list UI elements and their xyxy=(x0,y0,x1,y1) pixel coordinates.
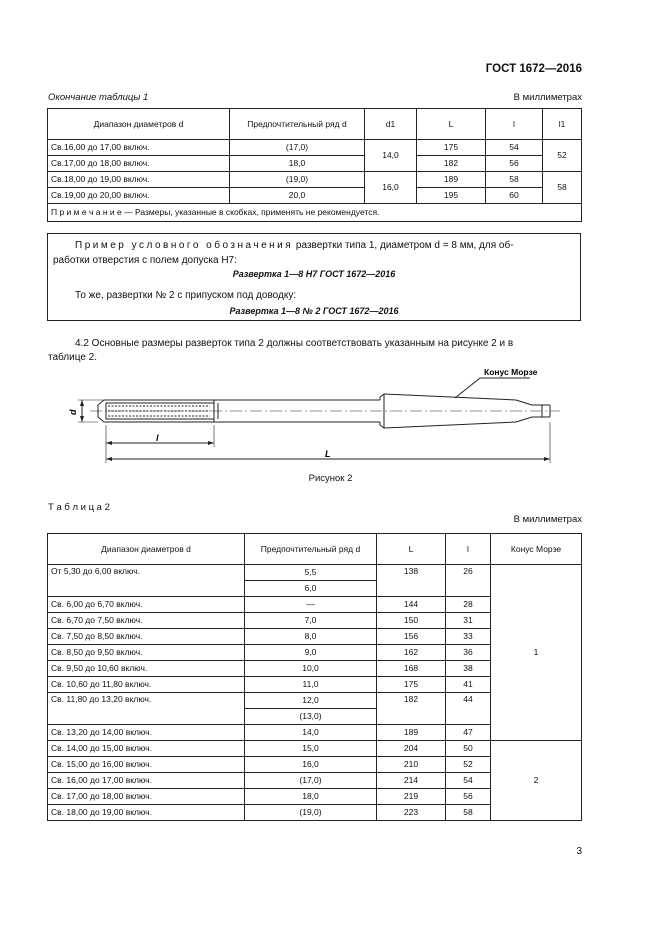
d-label: d xyxy=(68,409,78,415)
t2-range: Св. 6,70 до 7,50 включ. xyxy=(48,613,245,629)
t2-l: 36 xyxy=(446,645,491,661)
t2-range: Св. 9,50 до 10,60 включ. xyxy=(48,661,245,677)
table1-caption: Окончание таблицы 1 xyxy=(48,92,149,103)
t2-pref: 5,5 xyxy=(245,565,377,581)
figure-caption: Рисунок 2 xyxy=(308,473,353,484)
t2-pref: 14,0 xyxy=(245,725,377,741)
t2-L: 162 xyxy=(377,645,446,661)
t2-l: 50 xyxy=(446,741,491,757)
table-row xyxy=(48,188,582,204)
t2-L: 223 xyxy=(377,805,446,821)
table2-units: В миллиметрах xyxy=(513,514,582,525)
t2-l: 47 xyxy=(446,725,491,741)
note-head: П р и м е ч а н и е xyxy=(51,207,122,217)
example-line1-rest: развертки типа 1, диаметром d = 8 мм, для об- xyxy=(293,240,514,251)
t1-pref: 18,0 xyxy=(230,156,365,172)
t1-col-pref: Предпочтительный ряд d xyxy=(230,109,365,140)
l-label: l xyxy=(156,433,159,443)
standard-header: ГОСТ 1672—2016 xyxy=(485,63,582,75)
t2-L: 150 xyxy=(377,613,446,629)
t2-range: Св. 8,50 до 9,50 включ. xyxy=(48,645,245,661)
table-row xyxy=(48,741,582,757)
t1-pref: (17,0) xyxy=(230,140,365,156)
t2-range: Св. 10,60 до 11,80 включ. xyxy=(48,677,245,693)
example-line1 xyxy=(75,238,514,253)
t2-range: Св. 7,50 до 8,50 включ. xyxy=(48,629,245,645)
example-head: Пример условного обозначения xyxy=(75,240,294,251)
t1-l1: 52 xyxy=(543,140,582,172)
page-number: 3 xyxy=(576,846,582,857)
t1-range: Св.18,00 до 19,00 включ. xyxy=(48,172,230,188)
t2-pref: 6,0 xyxy=(245,581,377,597)
t2-range: Св. 11,80 до 13,20 включ. xyxy=(48,693,245,725)
t2-l: 28 xyxy=(446,597,491,613)
note-text: — Размеры, указанные в скобках, применять не рекомендуется. xyxy=(121,207,380,217)
t2-col-morse: Конус Морзе xyxy=(491,534,582,565)
t2-l: 56 xyxy=(446,789,491,805)
t2-pref: 15,0 xyxy=(245,741,377,757)
t2-L: 175 xyxy=(377,677,446,693)
t2-range: Св. 13,20 до 14,00 включ. xyxy=(48,725,245,741)
t2-pref: 18,0 xyxy=(245,789,377,805)
t1-d1: 14,0 xyxy=(365,140,417,172)
t2-pref: 10,0 xyxy=(245,661,377,677)
t2-l: 52 xyxy=(446,757,491,773)
t2-pref: (13,0) xyxy=(245,709,377,725)
t2-col-pref: Предпочтительный ряд d xyxy=(245,534,377,565)
t2-l: 31 xyxy=(446,613,491,629)
t2-col-L: L xyxy=(377,534,446,565)
t1-L: 189 xyxy=(417,172,486,188)
t2-range: Св. 14,00 до 15,00 включ. xyxy=(48,741,245,757)
t2-l: 26 xyxy=(446,565,491,597)
table1-units: В миллиметрах xyxy=(513,92,582,103)
t2-L: 219 xyxy=(377,789,446,805)
t2-morse: 2 xyxy=(491,741,582,821)
t2-range: Св. 17,00 до 18,00 включ. xyxy=(48,789,245,805)
t1-L: 195 xyxy=(417,188,486,204)
t2-pref: 9,0 xyxy=(245,645,377,661)
designation-example-box xyxy=(47,233,581,321)
t1-l: 56 xyxy=(486,156,543,172)
table-row xyxy=(48,172,582,188)
t2-L: 156 xyxy=(377,629,446,645)
table-row xyxy=(48,140,582,156)
t2-pref: 12,0 xyxy=(245,693,377,709)
t1-range: Св.16,00 до 17,00 включ. xyxy=(48,140,230,156)
t1-d1: 16,0 xyxy=(365,172,417,204)
t1-range: Св.17,00 до 18,00 включ. xyxy=(48,156,230,172)
t1-col-L: L xyxy=(417,109,486,140)
t2-pref: (19,0) xyxy=(245,805,377,821)
t2-L: 214 xyxy=(377,773,446,789)
t2-pref: 7,0 xyxy=(245,613,377,629)
t1-col-l: l xyxy=(486,109,543,140)
t1-l1: 58 xyxy=(543,172,582,204)
table1 xyxy=(47,108,582,222)
reamer-drawing xyxy=(60,365,580,470)
t2-L: 182 xyxy=(377,693,446,725)
t2-L: 138 xyxy=(377,565,446,597)
t2-range: Св. 15,00 до 16,00 включ. xyxy=(48,757,245,773)
t2-L: 189 xyxy=(377,725,446,741)
t2-range: Св. 16,00 до 17,00 включ. xyxy=(48,773,245,789)
t1-l: 60 xyxy=(486,188,543,204)
para-line2: таблице 2. xyxy=(48,352,98,363)
table2 xyxy=(47,533,582,821)
t2-l: 44 xyxy=(446,693,491,725)
table-note-row xyxy=(48,204,582,222)
t1-l: 58 xyxy=(486,172,543,188)
t2-pref: 16,0 xyxy=(245,757,377,773)
table-row xyxy=(48,565,582,581)
t2-l: 33 xyxy=(446,629,491,645)
t2-range: Св. 6,00 до 6,70 включ. xyxy=(48,597,245,613)
t2-pref: — xyxy=(245,597,377,613)
example-line3: То же, развертки № 2 с припуском под доводку: xyxy=(75,290,297,301)
t2-col-range: Диапазон диаметров d xyxy=(48,534,245,565)
cone-label: Конус Морзе xyxy=(484,367,538,377)
t2-l: 41 xyxy=(446,677,491,693)
t1-L: 182 xyxy=(417,156,486,172)
t2-L: 168 xyxy=(377,661,446,677)
t1-range: Св.19,00 до 20,00 включ. xyxy=(48,188,230,204)
t2-L: 210 xyxy=(377,757,446,773)
t2-l: 58 xyxy=(446,805,491,821)
t2-morse: 1 xyxy=(491,565,582,741)
t1-pref: (19,0) xyxy=(230,172,365,188)
table-row xyxy=(48,156,582,172)
t1-col-l1: l1 xyxy=(543,109,582,140)
table2-title: Т а б л и ц а 2 xyxy=(48,502,110,513)
t2-col-l: l xyxy=(446,534,491,565)
t1-pref: 20,0 xyxy=(230,188,365,204)
example-line2: работки отверстия с полем допуска Н7: xyxy=(53,255,237,266)
t1-L: 175 xyxy=(417,140,486,156)
t2-pref: (17,0) xyxy=(245,773,377,789)
t2-pref: 8,0 xyxy=(245,629,377,645)
t1-col-d1: d1 xyxy=(365,109,417,140)
t2-range: Св. 18,00 до 19,00 включ. xyxy=(48,805,245,821)
t2-pref: 11,0 xyxy=(245,677,377,693)
designation-1: Развертка 1—8 Н7 ГОСТ 1672—2016 xyxy=(232,269,396,279)
t2-L: 144 xyxy=(377,597,446,613)
t2-range: От 5,30 до 6,00 включ. xyxy=(48,565,245,597)
t2-l: 38 xyxy=(446,661,491,677)
t1-l: 54 xyxy=(486,140,543,156)
L-label: L xyxy=(325,449,331,459)
designation-2: Развертка 1—8 № 2 ГОСТ 1672—2016 xyxy=(229,306,399,316)
t1-col-range: Диапазон диаметров d xyxy=(48,109,230,140)
t2-l: 54 xyxy=(446,773,491,789)
t2-L: 204 xyxy=(377,741,446,757)
para-line1: 4.2 Основные размеры разверток типа 2 должны соответствовать указанным на рисунке 2 и в xyxy=(75,338,514,349)
